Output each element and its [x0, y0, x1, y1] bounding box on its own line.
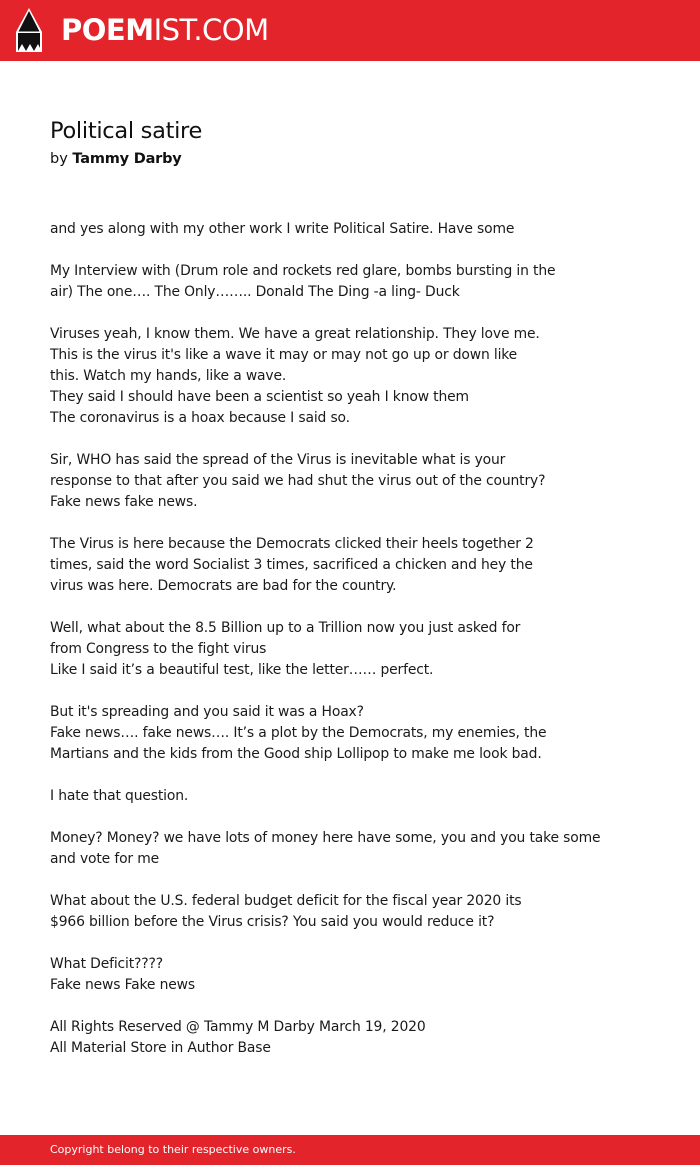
poem-stanza — [50, 534, 650, 597]
site-logo-link[interactable] — [15, 8, 269, 52]
poem-line: $966 billion before the Virus crisis? You said you would reduce it? — [50, 914, 495, 930]
poem-stanza — [50, 1017, 650, 1059]
poem-line: What about the U.S. federal budget deficit for the fiscal year 2020 its — [50, 893, 522, 909]
poem-line: Martians and the kids from the Good ship Lollipop to make me look bad. — [50, 746, 542, 762]
poem-stanza — [50, 891, 650, 933]
poem-line: The coronavirus is a hoax because I said so. — [50, 410, 350, 426]
logo-wordmark-light: IST.COM — [153, 13, 269, 47]
poem-line: air) The one…. The Only…….. Donald The Ding -a ling- Duck — [50, 284, 460, 300]
poem-line: this. Watch my hands, like a wave. — [50, 368, 287, 384]
poem-title: Political satire — [50, 118, 203, 144]
poem-stanza — [50, 219, 650, 240]
poem-stanza — [50, 618, 650, 681]
copyright-notice: Copyright belong to their respective owners. — [50, 1143, 296, 1156]
poem-stanza — [50, 702, 650, 765]
poem-line: times, said the word Socialist 3 times, sacrificed a chicken and hey the — [50, 557, 533, 573]
poem-line: This is the virus it's like a wave it may or may not go up or down like — [50, 347, 518, 363]
byline-prefix: by — [50, 151, 68, 167]
poem-stanza — [50, 828, 650, 870]
pencil-nib-icon — [15, 8, 43, 52]
poem-line: Well, what about the 8.5 Billion up to a Trillion now you just asked for — [50, 620, 521, 636]
poem-line: Fake news…. fake news…. It’s a plot by the Democrats, my enemies, the — [50, 725, 547, 741]
poem-line: Money? Money? we have lots of money here have some, you and you take some — [50, 830, 601, 846]
poem-line: My Interview with (Drum role and rockets red glare, bombs bursting in the — [50, 263, 556, 279]
site-footer — [0, 1135, 700, 1165]
poem-line: virus was here. Democrats are bad for the country. — [50, 578, 397, 594]
byline — [50, 149, 182, 169]
poem-body — [50, 219, 650, 1080]
poem-line: from Congress to the fight virus — [50, 641, 267, 657]
poem-line: Like I said it’s a beautiful test, like the letter…… perfect. — [50, 662, 434, 678]
poem-line: What Deficit???? — [50, 956, 163, 972]
poem-line: Fake news Fake news — [50, 977, 195, 993]
logo-wordmark — [61, 8, 269, 52]
poem-line: response to that after you said we had shut the virus out of the country? — [50, 473, 546, 489]
poem-stanza — [50, 450, 650, 513]
poem-line: The Virus is here because the Democrats clicked their heels together 2 — [50, 536, 534, 552]
poem-line: Viruses yeah, I know them. We have a great relationship. They love me. — [50, 326, 540, 342]
poem-line: Sir, WHO has said the spread of the Virus is inevitable what is your — [50, 452, 506, 468]
poem-line: Fake news fake news. — [50, 494, 198, 510]
poem-line: But it's spreading and you said it was a Hoax? — [50, 704, 364, 720]
poem-line: All Material Store in Author Base — [50, 1040, 271, 1056]
poem-line: and vote for me — [50, 851, 160, 867]
poem-line: All Rights Reserved @ Tammy M Darby March 19, 2020 — [50, 1019, 426, 1035]
poem-stanza — [50, 786, 650, 807]
poem-stanza — [50, 954, 650, 996]
poem-line: They said I should have been a scientist so yeah I know them — [50, 389, 469, 405]
logo-wordmark-bold: POEM — [61, 13, 154, 47]
poem-stanza — [50, 261, 650, 303]
poem-line: I hate that question. — [50, 788, 189, 804]
site-header — [0, 0, 700, 61]
author-name: Tammy Darby — [72, 151, 182, 167]
poem-stanza — [50, 324, 650, 429]
poem-line: and yes along with my other work I write Political Satire. Have some — [50, 221, 515, 237]
